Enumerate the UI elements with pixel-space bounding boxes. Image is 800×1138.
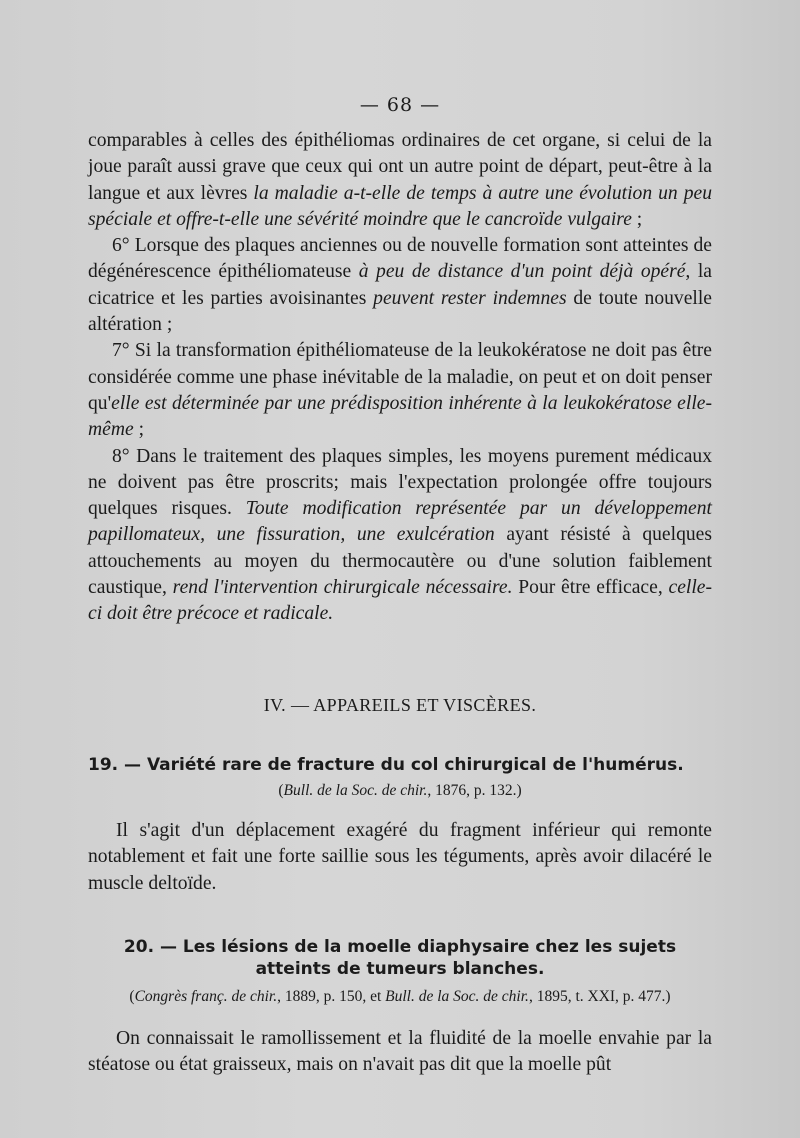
ref-details: , 1876, p. 132.): [427, 782, 522, 799]
item-8-italic-3: celle-ci doit être précoce et radicale.: [88, 577, 713, 625]
item-8-paragraph: [88, 444, 712, 628]
entry-20-body: [88, 1026, 712, 1079]
intro-end: ;: [631, 208, 643, 230]
item-8-italic: Toute modification représentée par un développement papillomateux, une fissuration, une exulcération: [88, 498, 712, 546]
item-8-text-2: ayant résisté à quelques attouchements au moyen du thermocautère ou d'une solution faiblement caustique,: [88, 524, 712, 599]
item-7-end: ;: [133, 419, 145, 441]
item-7-text: 7° Si la transformation épithéliomateuse de la leukokératose ne doit pas être considérée comme une phase inévitable de la maladie, on peut et on doit penser qu': [88, 340, 712, 414]
item-6-paragraph: [88, 233, 712, 338]
entry-19-body: [88, 818, 712, 897]
item-6-text: 6° Lorsque des plaques anciennes ou de nouvelle formation sont atteintes de dégénérescence épithéliomateuse: [88, 235, 712, 283]
item-6-text-3: de toute nouvelle altération ;: [88, 287, 712, 336]
entry-19-reference: [88, 782, 712, 800]
intro-italic: la maladie a-t-elle de temps à autre une évolution un peu spéciale et offre-t-elle une sévérité moindre que le cancroïde vulgaire: [88, 182, 712, 230]
item-7-paragraph: [88, 338, 712, 443]
ref-congress: Congrès franç. de chir.: [134, 988, 278, 1005]
ref-journal: Bull. de la Soc. de chir.: [385, 988, 529, 1005]
entry-20-title-line-2: atteints de tumeurs blanches.: [255, 959, 545, 979]
entry-20-reference: [88, 988, 712, 1006]
ref-journal: Bull. de la Soc. de chir.: [283, 782, 428, 799]
item-8-italic-2: rend l'intervention chirurgicale nécessaire.: [172, 577, 513, 599]
item-6-text-2: la cicatrice et les parties avoisinantes: [88, 261, 713, 309]
item-8-text: 8° Dans le traitement des plaques simples, les moyens purement médicaux ne doivent pas être proscrits; mais l'expectation prolongée offre toujours quelques risques.: [88, 445, 712, 520]
ref-details: , 1895, t. XXI, p. 477.): [528, 988, 671, 1005]
item-6-italic: à peu de distance d'un point déjà opéré,: [358, 261, 691, 283]
ref-open: (: [278, 782, 284, 799]
entry-20-title: [88, 936, 712, 980]
section-heading: IV. — APPAREILS ET VISCÈRES.: [263, 695, 537, 715]
entry-19-text: Il s'agit d'un déplacement exagéré du fragment inférieur qui remonte notablement et fait une forte saillie sous les téguments, après avoir dilacéré le muscle deltoïde.: [88, 820, 712, 894]
intro-paragraph: [88, 128, 712, 233]
entry-20-title-line-1: 20. — Les lésions de la moelle diaphysaire chez les sujets: [123, 937, 677, 957]
item-8-text-3: Pour être efficace,: [512, 577, 669, 599]
item-7-italic: elle est déterminée par une prédisposition inhérente à la leukokératose elle-même: [88, 392, 712, 441]
entry-19-title: 19. — Variété rare de fracture du col chirurgical de l'humérus.: [88, 755, 684, 775]
ref-mid: , 1889, p. 150, et: [277, 988, 386, 1005]
page-number: — 68 —: [359, 94, 441, 116]
item-6-italic-2: peuvent rester indemnes: [373, 287, 567, 309]
continued-conclusions: [88, 128, 712, 628]
intro-text: comparables à celles des épithéliomas ordinaires de cet organe, si celui de la joue paraît aussi grave que ceux qui ont un autre point de départ, peut-être à la langue et aux lèvres: [88, 130, 712, 204]
entry-20-text: On connaissait le ramollissement et la fluidité de la moelle envahie par la stéatose ou état graisseux, mais on n'avait pas dit que la moelle pût: [88, 1028, 712, 1076]
ref-open: (: [129, 988, 135, 1005]
